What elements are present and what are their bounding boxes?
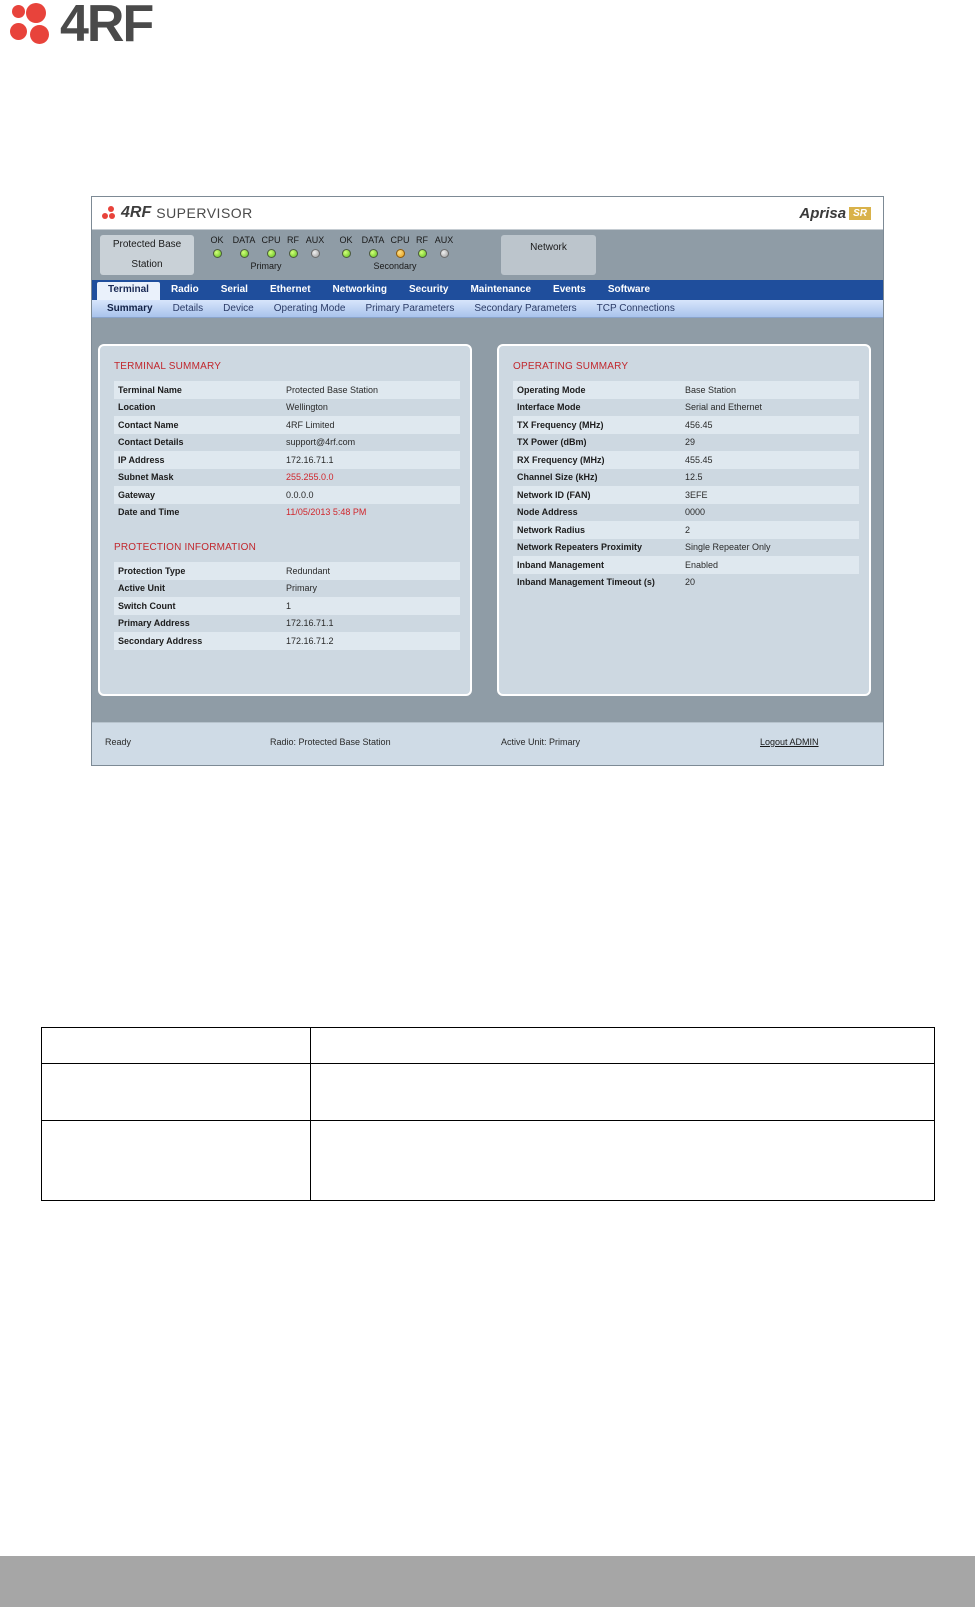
table-row	[513, 521, 859, 539]
table-row	[114, 632, 460, 650]
led-label: DATA	[232, 235, 256, 245]
row-key: Interface Mode	[517, 402, 581, 413]
row-value: 3EFE	[685, 489, 708, 500]
terminal-summary-title: TERMINAL SUMMARY	[114, 361, 222, 372]
status-active-unit: Active Unit: Primary	[501, 737, 581, 747]
led-label: CPU	[390, 235, 410, 245]
secondary-led-ok	[335, 235, 357, 258]
table-row	[513, 556, 859, 574]
table-cell	[311, 1064, 935, 1121]
main-nav	[92, 280, 883, 300]
led-indicator-icon	[369, 249, 378, 258]
table-cell	[42, 1121, 311, 1201]
table-cell	[42, 1064, 311, 1121]
subtab-secondary-parameters[interactable]: Secondary Parameters	[474, 303, 577, 314]
subtab-details[interactable]: Details	[172, 303, 204, 314]
row-value: 172.16.71.2	[286, 635, 334, 646]
table-row	[114, 434, 460, 452]
subtab-summary[interactable]: Summary	[107, 303, 153, 314]
row-value: Wellington	[286, 402, 328, 413]
row-value: 1	[286, 600, 292, 611]
led-indicator-icon	[418, 249, 427, 258]
subtab-operating-mode[interactable]: Operating Mode	[273, 303, 346, 314]
row-key: Location	[118, 402, 156, 413]
row-value: Single Repeater Only	[685, 542, 771, 553]
table-row	[114, 504, 460, 522]
row-key: IP Address	[118, 454, 165, 465]
subtab-tcp-connections[interactable]: TCP Connections	[596, 303, 675, 314]
row-value: 29	[685, 437, 696, 448]
row-value: Protected Base Station	[286, 384, 379, 395]
station-name-box[interactable]	[100, 235, 194, 275]
table-row	[513, 381, 859, 399]
led-label: RF	[416, 235, 428, 245]
secondary-led-group	[335, 235, 455, 271]
table-row	[114, 469, 460, 487]
table-row	[42, 1028, 935, 1064]
row-value: Base Station	[685, 384, 737, 395]
row-key: RX Frequency (MHz)	[517, 454, 605, 465]
terminal-summary-table	[114, 381, 460, 521]
led-indicator-icon	[396, 249, 405, 258]
table-row	[114, 416, 460, 434]
row-value: Redundant	[286, 565, 331, 576]
primary-group-name: Primary	[250, 261, 282, 271]
table-cell	[311, 1028, 935, 1064]
operating-summary-title: OPERATING SUMMARY	[513, 361, 629, 372]
row-key: Inband Management Timeout (s)	[517, 577, 655, 588]
subtab-primary-parameters[interactable]: Primary Parameters	[365, 303, 455, 314]
primary-led-ok	[206, 235, 228, 258]
network-box[interactable]: Network	[501, 235, 596, 275]
operating-summary-table	[513, 381, 859, 591]
subtab-device[interactable]: Device	[223, 303, 254, 314]
row-value: 456.45	[685, 419, 713, 430]
logo-dots-icon	[8, 1, 56, 47]
led-label: DATA	[361, 235, 385, 245]
table-row	[513, 469, 859, 487]
tab-security[interactable]: Security	[408, 284, 449, 295]
table-row	[513, 451, 859, 469]
status-bar	[92, 722, 883, 766]
secondary-led-aux	[433, 235, 455, 258]
table-row	[114, 399, 460, 417]
aprisa-name: Aprisa	[799, 204, 847, 222]
row-value: Serial and Ethernet	[685, 402, 763, 413]
led-label: RF	[287, 235, 299, 245]
row-key: Primary Address	[118, 618, 190, 629]
secondary-led-rf	[411, 235, 433, 258]
document-logo	[8, 0, 153, 53]
row-key: Network ID (FAN)	[517, 489, 591, 500]
row-key: Channel Size (kHz)	[517, 472, 598, 483]
table-row	[114, 597, 460, 615]
table-row	[513, 504, 859, 522]
led-indicator-icon	[213, 249, 222, 258]
row-key: Node Address	[517, 507, 578, 518]
station-line-1: Protected Base	[112, 239, 182, 250]
led-indicator-icon	[311, 249, 320, 258]
primary-led-cpu	[260, 235, 282, 258]
supervisor-logo	[102, 204, 253, 222]
row-key: Date and Time	[118, 507, 180, 518]
tab-radio[interactable]: Radio	[170, 284, 199, 295]
row-value: Primary	[286, 583, 317, 594]
table-row	[114, 486, 460, 504]
table-cell	[42, 1028, 311, 1064]
supervisor-window	[91, 196, 884, 766]
led-indicator-icon	[342, 249, 351, 258]
status-state: Ready	[105, 737, 132, 747]
table-row	[513, 574, 859, 592]
sub-nav	[92, 300, 883, 318]
led-label: AUX	[305, 235, 325, 245]
led-indicator-icon	[240, 249, 249, 258]
operating-summary-panel	[497, 344, 871, 696]
tab-events[interactable]: Events	[553, 284, 586, 295]
tab-networking[interactable]: Networking	[332, 284, 387, 295]
secondary-led-data	[357, 235, 389, 258]
row-key: Subnet Mask	[118, 472, 174, 483]
row-value: 172.16.71.1	[286, 454, 334, 465]
aprisa-badge: SR	[849, 207, 871, 220]
row-value: 2	[685, 524, 691, 535]
page-footer-band	[0, 1556, 975, 1607]
primary-led-data	[228, 235, 260, 258]
row-key: Gateway	[118, 489, 156, 500]
row-key: Contact Details	[118, 437, 184, 448]
led-indicator-icon	[267, 249, 276, 258]
table-row	[114, 451, 460, 469]
row-key: Contact Name	[118, 419, 179, 430]
led-label: OK	[210, 235, 224, 245]
table-cell	[311, 1121, 935, 1201]
table-row	[114, 615, 460, 633]
row-key: TX Power (dBm)	[517, 437, 587, 448]
row-value: 11/05/2013 5:48 PM	[286, 507, 367, 518]
row-value: 0.0.0.0	[286, 489, 314, 500]
row-key: Inband Management	[517, 559, 605, 570]
row-key: Secondary Address	[118, 635, 203, 646]
tab-serial[interactable]: Serial	[220, 284, 248, 295]
status-radio: Radio: Protected Base Station	[270, 737, 391, 747]
row-value: 20	[685, 577, 696, 588]
table-row	[513, 399, 859, 417]
supervisor-product: SUPERVISOR	[156, 205, 253, 221]
led-label: OK	[339, 235, 353, 245]
row-value: 12.5	[685, 472, 703, 483]
row-key: Terminal Name	[118, 384, 182, 395]
table-row	[42, 1064, 935, 1121]
row-value: Enabled	[685, 559, 719, 570]
row-key: Network Repeaters Proximity	[517, 542, 643, 553]
row-key: Switch Count	[118, 600, 176, 611]
mini-logo-dots-icon	[102, 206, 116, 220]
status-area	[92, 230, 883, 280]
content-area	[92, 340, 883, 700]
aprisa-logo	[799, 205, 871, 222]
table-row	[513, 486, 859, 504]
table-row	[513, 416, 859, 434]
primary-led-group	[206, 235, 326, 271]
document-table	[41, 1027, 935, 1201]
logout-link[interactable]: Logout ADMIN	[760, 737, 819, 747]
primary-led-aux	[304, 235, 326, 258]
tab-software[interactable]: Software	[607, 284, 651, 295]
table-row	[114, 580, 460, 598]
supervisor-brand: 4RF	[121, 204, 152, 221]
row-value: 455.45	[685, 454, 713, 465]
table-row	[513, 539, 859, 557]
terminal-summary-panel	[98, 344, 472, 696]
secondary-led-cpu	[389, 235, 411, 258]
row-key: Operating Mode	[517, 384, 586, 395]
row-key: TX Frequency (MHz)	[517, 419, 604, 430]
led-indicator-icon	[440, 249, 449, 258]
station-line-2: Station	[131, 259, 163, 270]
table-row	[513, 434, 859, 452]
led-label: AUX	[434, 235, 454, 245]
protection-info-title: PROTECTION INFORMATION	[114, 542, 256, 553]
primary-led-rf	[282, 235, 304, 258]
secondary-group-name: Secondary	[373, 261, 417, 271]
tab-maintenance[interactable]: Maintenance	[470, 284, 532, 295]
table-row	[42, 1121, 935, 1201]
tab-ethernet[interactable]: Ethernet	[269, 284, 311, 295]
row-key: Active Unit	[118, 583, 166, 594]
row-value: 4RF Limited	[286, 419, 335, 430]
led-indicator-icon	[289, 249, 298, 258]
led-label: CPU	[261, 235, 281, 245]
supervisor-header	[92, 197, 883, 230]
row-key: Protection Type	[118, 565, 186, 576]
table-row	[114, 562, 460, 580]
table-row	[114, 381, 460, 399]
row-key: Network Radius	[517, 524, 586, 535]
logo-wordmark: 4RF	[60, 0, 153, 53]
protection-info-table	[114, 562, 460, 650]
row-value: support@4rf.com	[286, 437, 356, 448]
row-value: 255.255.0.0	[286, 472, 334, 483]
tab-terminal[interactable]: Terminal	[97, 282, 160, 300]
row-value: 172.16.71.1	[286, 618, 334, 629]
row-value: 0000	[685, 507, 706, 518]
